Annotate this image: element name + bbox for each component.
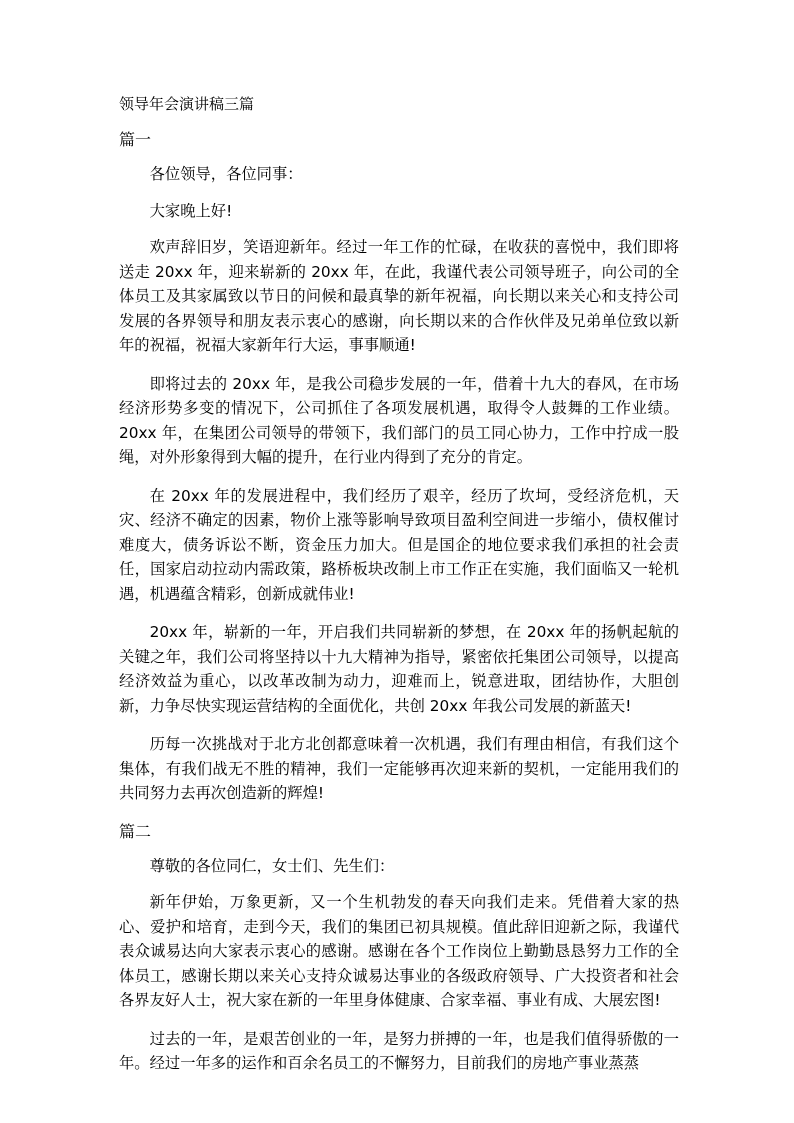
section-2 xyxy=(119,820,679,1076)
paragraph: 即将过去的 20xx 年，是我公司稳步发展的一年，借着十九大的春风，在市场经济形势多变的情况下，公司抓住了各项发展机遇，取得令人鼓舞的工作业绩。20xx 年，在集团公司领导的带领下，我们部门的员工同心协力，工作中拧成一股绳，对外形象得到大幅的提升，在行业内得到了充分的肯定。 xyxy=(119,374,679,466)
paragraph: 大家晚上好! xyxy=(149,201,233,220)
paragraph: 各位领导，各位同事： xyxy=(149,165,303,183)
paragraph: 欢声辞旧岁，笑语迎新年。经过一年工作的忙碌，在收获的喜悦中，我们即将送走 20xx 年，迎来崭新的 20xx 年，在此，我谨代表公司领导班子，向公司的全体员工及其家属致以节日的问候和最真挚的新年祝福，向长期以来关心和支持公司发展的各界领导和朋友表示衷心的感谢，向长期以来的合作伙伴及兄弟单位致以新年的祝福，祝福大家新年行大运，事事顺通! xyxy=(119,238,679,354)
section-1 xyxy=(119,128,679,806)
paragraph: 20xx 年，崭新的一年，开启我们共同崭新的梦想，在 20xx 年的扬帆起航的关键之年，我们公司将坚持以十九大精神为指导，紧密依托集团公司领导，以提高经济效益为重心，以改革改制为动力，迎难而上，锐意进取，团结协作，大胆创新，力争尽快实现运营结构的全面优化，共创 20xx 年我公司发展的新蓝天! xyxy=(119,623,679,715)
paragraph: 历每一次挑战对于北方北创都意味着一次机遇，我们有理由相信，有我们这个集体，有我们战无不胜的精神，我们一定能够再次迎来新的契机，一定能用我们的共同努力去再次创造新的辉煌! xyxy=(119,735,679,802)
section-heading: 篇一 xyxy=(119,130,152,149)
section-heading: 篇二 xyxy=(119,821,152,841)
paragraph: 过去的一年，是艰苦创业的一年，是努力拼搏的一年，也是我们值得骄傲的一年。经过一年多的运作和百余名员工的不懈努力，目前我们的房地产事业蒸蒸 xyxy=(119,1029,679,1072)
document-page xyxy=(119,92,679,1090)
document-title: 领导年会演讲稿三篇 xyxy=(119,95,255,113)
paragraph: 新年伊始，万象更新，又一个生机勃发的春天向我们走来。凭借着大家的热心、爱护和培育，走到今天，我们的集团已初具规模。值此辞旧迎新之际，我谨代表众诚易达向大家表示衷心的感谢。感谢在各个工作岗位上勤勤恳恳努力工作的全体员工，感谢长期以来关心支持众诚易达事业的各级政府领导、广大投资者和社会各界友好人士，祝大家在新的一年里身体健康、合家幸福、事业有成、大展宏图! xyxy=(119,893,679,1009)
paragraph: 尊敬的各位同仁，女士们、先生们： xyxy=(149,856,395,875)
paragraph: 在 20xx 年的发展进程中，我们经历了艰辛，经历了坎坷，受经济危机，天灾、经济不确定的因素，物价上涨等影响导致项目盈利空间进一步缩小，债权催讨难度大，债务诉讼不断，资金压力加大。但是国企的地位要求我们承担的社会责任，国家启动拉动内需政策，路桥板块改制上市工作正在实施，我们面临又一轮机遇，机遇蕴含精彩，创新成就伟业! xyxy=(119,486,679,603)
